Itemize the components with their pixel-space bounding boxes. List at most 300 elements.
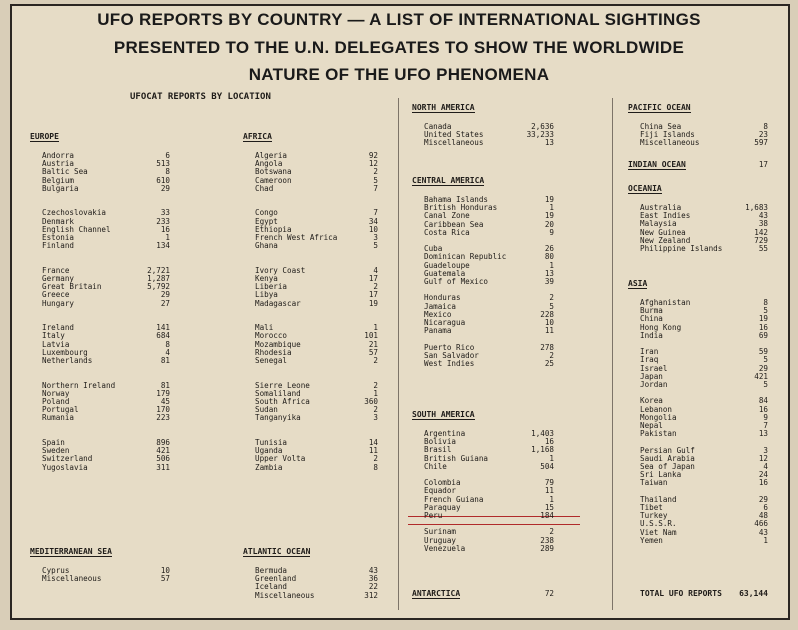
location-name: Sudan bbox=[255, 405, 278, 415]
table-subtitle: UFOCAT REPORTS BY LOCATION bbox=[130, 92, 271, 102]
report-count: 22 bbox=[368, 582, 378, 592]
table-row bbox=[640, 479, 768, 487]
section-heading: NORTH AMERICA bbox=[412, 103, 475, 112]
location-name: Jamaica bbox=[424, 301, 457, 311]
report-count: 5 bbox=[763, 306, 768, 316]
report-count: 1 bbox=[373, 323, 378, 333]
report-count: 3 bbox=[373, 413, 378, 423]
location-name: Ivory Coast bbox=[255, 265, 306, 275]
table-row bbox=[255, 592, 378, 600]
location-name: Belgium bbox=[42, 175, 75, 185]
report-count: 141 bbox=[156, 323, 170, 333]
location-name: Uganda bbox=[255, 446, 283, 456]
report-count: 19 bbox=[758, 314, 768, 324]
location-name: Yugoslavia bbox=[42, 462, 88, 472]
report-count: 43 bbox=[368, 566, 378, 575]
report-count: 2 bbox=[373, 167, 378, 177]
location-name: Bahama Islands bbox=[424, 195, 489, 204]
report-count: 39 bbox=[544, 277, 554, 286]
table-row bbox=[255, 464, 378, 472]
total-value: 63,144 bbox=[739, 589, 768, 598]
location-name: United States bbox=[424, 130, 484, 140]
report-count: 19 bbox=[544, 211, 554, 221]
report-count: 19 bbox=[544, 195, 554, 204]
location-name: Jordan bbox=[640, 380, 668, 389]
table-row bbox=[42, 575, 170, 583]
table-row bbox=[640, 381, 768, 389]
report-count: 16 bbox=[758, 478, 768, 488]
location-name: Madagascar bbox=[255, 298, 301, 308]
report-count: 228 bbox=[540, 309, 554, 319]
table-row bbox=[255, 300, 378, 308]
location-name: South Africa bbox=[255, 397, 310, 406]
table-row bbox=[640, 332, 768, 340]
location-name: Andorra bbox=[42, 151, 75, 160]
location-name: Australia bbox=[640, 203, 682, 212]
table-row bbox=[42, 242, 170, 250]
table-row bbox=[42, 414, 170, 422]
report-count: 92 bbox=[368, 151, 378, 160]
location-name: Hong Kong bbox=[640, 322, 682, 332]
location-name: Korea bbox=[640, 396, 663, 406]
report-count: 289 bbox=[540, 543, 554, 553]
table-row bbox=[424, 229, 554, 237]
report-count: 5 bbox=[763, 380, 768, 389]
report-count: 17 bbox=[368, 290, 378, 300]
location-name: Spain bbox=[42, 438, 65, 447]
report-count: 466 bbox=[754, 519, 768, 529]
report-count: 13 bbox=[758, 429, 768, 439]
location-name: French West Africa bbox=[255, 233, 338, 242]
report-count: 360 bbox=[364, 397, 378, 406]
table-row bbox=[424, 327, 554, 335]
report-count: 8 bbox=[763, 298, 768, 307]
report-count: 1 bbox=[165, 233, 170, 242]
location-name: Rumania bbox=[42, 413, 75, 423]
report-count: 9 bbox=[763, 412, 768, 422]
report-count: 2 bbox=[549, 527, 554, 537]
report-count: 1 bbox=[549, 203, 554, 213]
location-name: Congo bbox=[255, 208, 278, 218]
table-row bbox=[255, 177, 378, 185]
location-name: Iran bbox=[640, 347, 659, 357]
report-count: 170 bbox=[156, 405, 170, 415]
location-name: Iceland bbox=[255, 582, 288, 592]
report-count: 43 bbox=[758, 527, 768, 537]
report-count: 29 bbox=[758, 494, 768, 504]
report-count: 15 bbox=[544, 502, 554, 512]
location-name: Estonia bbox=[42, 233, 75, 242]
location-name: Brasil bbox=[424, 445, 452, 455]
section-heading: ATLANTIC OCEAN bbox=[243, 547, 311, 556]
location-name: Malaysia bbox=[640, 219, 677, 229]
report-count: 4 bbox=[373, 265, 378, 275]
report-count: 11 bbox=[544, 486, 554, 496]
report-count: 8 bbox=[165, 339, 170, 349]
location-name: Ireland bbox=[42, 323, 75, 333]
location-name: France bbox=[42, 265, 70, 275]
report-count: 29 bbox=[758, 363, 768, 373]
report-count: 17 bbox=[368, 274, 378, 283]
location-name: Austria bbox=[42, 159, 75, 169]
location-name: Tanganyika bbox=[255, 413, 301, 423]
location-name: Paraquay bbox=[424, 502, 461, 512]
location-name: Zambia bbox=[255, 462, 283, 472]
location-name: Nicaragua bbox=[424, 318, 466, 327]
location-name: Chad bbox=[255, 183, 274, 193]
table-row bbox=[424, 512, 554, 520]
report-count: 16 bbox=[160, 224, 170, 234]
report-count: 5 bbox=[763, 355, 768, 365]
report-count: 5 bbox=[373, 175, 378, 185]
report-count: 29 bbox=[160, 183, 170, 193]
report-count: 238 bbox=[540, 535, 554, 545]
location-name: Bulgaria bbox=[42, 183, 79, 193]
report-count: 19 bbox=[368, 298, 378, 308]
location-name: Iraq bbox=[640, 355, 659, 365]
location-name: Saudi Arabia bbox=[640, 453, 695, 463]
table-row bbox=[42, 185, 170, 193]
report-count: 79 bbox=[544, 478, 554, 488]
location-name: Cuba bbox=[424, 244, 443, 254]
report-count: 2 bbox=[373, 405, 378, 415]
headline-line-2: PRESENTED TO THE U.N. DELEGATES TO SHOW THE WORLDWIDE bbox=[113, 38, 685, 57]
report-count: 4 bbox=[165, 347, 170, 357]
report-count: 10 bbox=[160, 566, 170, 575]
table-row bbox=[42, 300, 170, 308]
report-count: 184 bbox=[540, 511, 554, 520]
table-row bbox=[424, 504, 554, 512]
report-count: 1,287 bbox=[147, 274, 170, 283]
location-name: Cyprus bbox=[42, 566, 70, 575]
report-count: 233 bbox=[156, 216, 170, 226]
report-count: 513 bbox=[156, 159, 170, 169]
report-count: 1 bbox=[549, 453, 554, 463]
report-count: 134 bbox=[156, 241, 170, 251]
location-name: China Sea bbox=[640, 122, 682, 131]
report-count: 504 bbox=[540, 461, 554, 471]
location-name: West Indies bbox=[424, 359, 475, 368]
report-count: 55 bbox=[758, 244, 768, 253]
location-name: British Honduras bbox=[424, 203, 498, 213]
table-row bbox=[255, 242, 378, 250]
report-count: 69 bbox=[758, 330, 768, 340]
table-row bbox=[640, 245, 768, 253]
location-name: Angola bbox=[255, 159, 283, 169]
report-count: 14 bbox=[368, 438, 378, 447]
report-count: 179 bbox=[156, 388, 170, 398]
report-count: 81 bbox=[160, 356, 170, 365]
report-count: 7 bbox=[763, 421, 768, 430]
report-count: 4 bbox=[763, 462, 768, 471]
report-count: 10 bbox=[368, 224, 378, 234]
report-count: 142 bbox=[754, 227, 768, 237]
report-count: 21 bbox=[368, 339, 378, 349]
report-count: 1 bbox=[373, 388, 378, 398]
location-name: Denmark bbox=[42, 216, 75, 226]
location-name: Germany bbox=[42, 274, 75, 283]
location-name: Taiwan bbox=[640, 478, 668, 488]
report-count: 2 bbox=[373, 282, 378, 292]
report-count: 84 bbox=[758, 396, 768, 406]
location-name: Ghana bbox=[255, 241, 278, 251]
location-name: Liberia bbox=[255, 282, 288, 292]
report-count: 8 bbox=[165, 167, 170, 177]
location-name: Sri Lanka bbox=[640, 470, 682, 480]
report-count: 2 bbox=[549, 293, 554, 303]
location-name: Canada bbox=[424, 122, 452, 131]
column-divider bbox=[612, 98, 613, 610]
location-name: Norway bbox=[42, 388, 70, 398]
location-name: Bolivia bbox=[424, 437, 457, 447]
location-name: French Guiana bbox=[424, 494, 484, 504]
red-underline bbox=[408, 524, 580, 525]
report-count: 7 bbox=[373, 183, 378, 193]
report-count: 223 bbox=[156, 413, 170, 423]
location-name: Somaliland bbox=[255, 388, 301, 398]
location-name: Equador bbox=[424, 486, 457, 496]
location-name: Poland bbox=[42, 397, 70, 406]
table-row bbox=[255, 185, 378, 193]
location-name: Portugal bbox=[42, 405, 79, 415]
location-name: Upper Volta bbox=[255, 454, 306, 464]
report-count: 278 bbox=[540, 342, 554, 352]
report-count: 34 bbox=[368, 216, 378, 226]
report-count: 12 bbox=[758, 453, 768, 463]
report-count: 48 bbox=[758, 511, 768, 521]
report-count: 16 bbox=[758, 404, 768, 414]
location-name: Honduras bbox=[424, 293, 461, 303]
report-count: 43 bbox=[758, 211, 768, 221]
report-count: 3 bbox=[373, 233, 378, 242]
report-count: 16 bbox=[758, 322, 768, 332]
location-name: Guadeloupe bbox=[424, 260, 470, 270]
location-name: Kenya bbox=[255, 274, 278, 283]
location-name: Switzerland bbox=[42, 454, 93, 464]
report-count: 7 bbox=[373, 208, 378, 218]
location-name: Lebanon bbox=[640, 404, 673, 414]
section-heading: PACIFIC OCEAN bbox=[628, 103, 691, 112]
location-name: Viet Nam bbox=[640, 527, 677, 537]
table-row bbox=[255, 357, 378, 365]
section-heading: OCEANIA bbox=[628, 184, 662, 193]
report-count: 311 bbox=[156, 462, 170, 472]
report-count: 3 bbox=[763, 445, 768, 455]
report-count: 1 bbox=[549, 260, 554, 270]
location-name: Canal Zone bbox=[424, 211, 470, 221]
location-name: Greenland bbox=[255, 574, 297, 584]
location-name: East Indies bbox=[640, 211, 691, 221]
location-name: Greece bbox=[42, 290, 70, 300]
report-count: 1 bbox=[549, 494, 554, 504]
location-name: English Channel bbox=[42, 224, 111, 234]
location-name: Rhodesia bbox=[255, 347, 292, 357]
report-count: 1,403 bbox=[531, 429, 554, 438]
report-count: 81 bbox=[160, 380, 170, 390]
location-name: Fiji Islands bbox=[640, 130, 695, 140]
location-name: Ethiopia bbox=[255, 224, 292, 234]
location-name: Puerto Rico bbox=[424, 342, 475, 352]
location-name: Afghanistan bbox=[640, 298, 691, 307]
table-row bbox=[640, 537, 768, 545]
location-name: Senegal bbox=[255, 356, 288, 365]
location-name: Sierre Leone bbox=[255, 380, 310, 390]
location-name: Sea of Japan bbox=[640, 462, 695, 471]
location-name: San Salvador bbox=[424, 350, 479, 360]
report-count: 38 bbox=[758, 219, 768, 229]
report-count: 1,683 bbox=[745, 203, 768, 212]
section-heading: CENTRAL AMERICA bbox=[412, 176, 485, 185]
location-name: Yemen bbox=[640, 535, 663, 545]
section-value: 72 bbox=[544, 589, 554, 598]
report-count: 36 bbox=[368, 574, 378, 584]
location-name: Nepal bbox=[640, 421, 663, 430]
location-name: Great Britain bbox=[42, 282, 102, 292]
location-name: Caribbean Sea bbox=[424, 219, 484, 229]
report-count: 684 bbox=[156, 331, 170, 341]
report-count: 13 bbox=[544, 138, 554, 148]
section-heading: SOUTH AMERICA bbox=[412, 410, 475, 419]
location-name: Algeria bbox=[255, 151, 288, 160]
location-name: Peru bbox=[424, 511, 443, 520]
location-name: Miscellaneous bbox=[255, 590, 315, 600]
report-count: 33,233 bbox=[526, 130, 554, 140]
location-name: Burma bbox=[640, 306, 663, 316]
location-name: Israel bbox=[640, 363, 668, 373]
report-count: 23 bbox=[758, 130, 768, 140]
location-name: Japan bbox=[640, 371, 663, 381]
headline-line-1: UFO REPORTS BY COUNTRY — A LIST OF INTERNATIONAL SIGHTINGS bbox=[97, 10, 701, 29]
table-row bbox=[640, 139, 768, 147]
location-name: Tibet bbox=[640, 503, 663, 512]
report-count: 1,168 bbox=[531, 445, 554, 455]
location-name: U.S.S.R. bbox=[640, 519, 677, 529]
location-name: Panama bbox=[424, 326, 452, 336]
report-count: 8 bbox=[763, 122, 768, 131]
report-count: 5,792 bbox=[147, 282, 170, 292]
location-name: Mexico bbox=[424, 309, 452, 319]
location-name: Colombia bbox=[424, 478, 461, 488]
location-name: Persian Gulf bbox=[640, 445, 695, 455]
section-value: 17 bbox=[758, 160, 768, 169]
table-row bbox=[42, 464, 170, 472]
report-count: 25 bbox=[544, 359, 554, 368]
report-count: 597 bbox=[754, 138, 768, 148]
report-count: 5 bbox=[549, 301, 554, 311]
report-count: 57 bbox=[368, 347, 378, 357]
section-heading: ANTARCTICA bbox=[412, 589, 461, 598]
location-name: Mali bbox=[255, 323, 274, 333]
report-count: 29 bbox=[160, 290, 170, 300]
location-name: Thailand bbox=[640, 494, 677, 504]
report-count: 5 bbox=[373, 241, 378, 251]
location-name: Morocco bbox=[255, 331, 288, 341]
table-row bbox=[424, 463, 554, 471]
location-name: New Guinea bbox=[640, 227, 686, 237]
location-name: Netherlands bbox=[42, 356, 93, 365]
location-name: Miscellaneous bbox=[640, 138, 700, 148]
location-name: Sweden bbox=[42, 446, 70, 456]
report-count: 896 bbox=[156, 438, 170, 447]
location-name: China bbox=[640, 314, 663, 324]
table-row bbox=[424, 360, 554, 368]
report-count: 1 bbox=[763, 535, 768, 545]
location-name: Czechoslovakia bbox=[42, 208, 107, 218]
location-name: India bbox=[640, 330, 663, 340]
location-name: Chile bbox=[424, 461, 447, 471]
report-count: 26 bbox=[544, 244, 554, 254]
report-count: 6 bbox=[165, 151, 170, 160]
location-name: Surinam bbox=[424, 527, 457, 537]
location-name: Gulf of Mexico bbox=[424, 277, 489, 286]
report-count: 80 bbox=[544, 252, 554, 262]
report-count: 610 bbox=[156, 175, 170, 185]
section-heading: ASIA bbox=[628, 279, 648, 288]
location-name: Pakistan bbox=[640, 429, 677, 439]
report-count: 12 bbox=[368, 159, 378, 169]
column-divider bbox=[398, 98, 399, 610]
report-count: 57 bbox=[160, 574, 170, 584]
report-count: 421 bbox=[754, 371, 768, 381]
location-name: Italy bbox=[42, 331, 65, 341]
table-row bbox=[640, 348, 768, 356]
location-name: Mongolia bbox=[640, 412, 677, 422]
location-name: Venezuela bbox=[424, 543, 466, 553]
report-count: 9 bbox=[549, 227, 554, 237]
location-name: Tunisia bbox=[255, 438, 288, 447]
report-count: 312 bbox=[364, 590, 378, 600]
report-count: 729 bbox=[754, 235, 768, 245]
location-name: Hungary bbox=[42, 298, 75, 308]
report-count: 33 bbox=[160, 208, 170, 218]
report-count: 506 bbox=[156, 454, 170, 464]
location-name: New Zealand bbox=[640, 235, 691, 245]
headline-line-3: NATURE OF THE UFO PHENOMENA bbox=[248, 65, 550, 84]
location-name: Mozambique bbox=[255, 339, 301, 349]
report-count: 421 bbox=[156, 446, 170, 456]
report-count: 59 bbox=[758, 347, 768, 357]
location-name: Latvia bbox=[42, 339, 70, 349]
location-name: Costa Rica bbox=[424, 227, 470, 237]
location-name: Baltic Sea bbox=[42, 167, 88, 177]
total-label: TOTAL UFO REPORTS bbox=[640, 589, 722, 598]
location-name: Cameroon bbox=[255, 175, 292, 185]
report-count: 24 bbox=[758, 470, 768, 480]
section-heading: EUROPE bbox=[30, 132, 59, 141]
report-count: 10 bbox=[544, 318, 554, 327]
report-count: 6 bbox=[763, 503, 768, 512]
section-heading: AFRICA bbox=[243, 132, 272, 141]
location-name: Finland bbox=[42, 241, 75, 251]
location-name: Argentina bbox=[424, 429, 466, 438]
location-name: Egypt bbox=[255, 216, 278, 226]
table-row bbox=[42, 357, 170, 365]
location-name: British Guiana bbox=[424, 453, 489, 463]
report-count: 2,721 bbox=[147, 265, 170, 275]
table-row bbox=[424, 139, 554, 147]
location-name: Turkey bbox=[640, 511, 668, 521]
location-name: Luxembourg bbox=[42, 347, 88, 357]
location-name: Philippine Islands bbox=[640, 244, 723, 253]
report-count: 11 bbox=[368, 446, 378, 456]
location-name: Guatemala bbox=[424, 268, 466, 278]
report-count: 45 bbox=[160, 397, 170, 406]
table-row bbox=[424, 278, 554, 286]
report-count: 11 bbox=[544, 326, 554, 336]
section-heading: MEDITERRANEAN SEA bbox=[30, 547, 112, 556]
location-name: Northern Ireland bbox=[42, 380, 116, 390]
table-row bbox=[255, 414, 378, 422]
